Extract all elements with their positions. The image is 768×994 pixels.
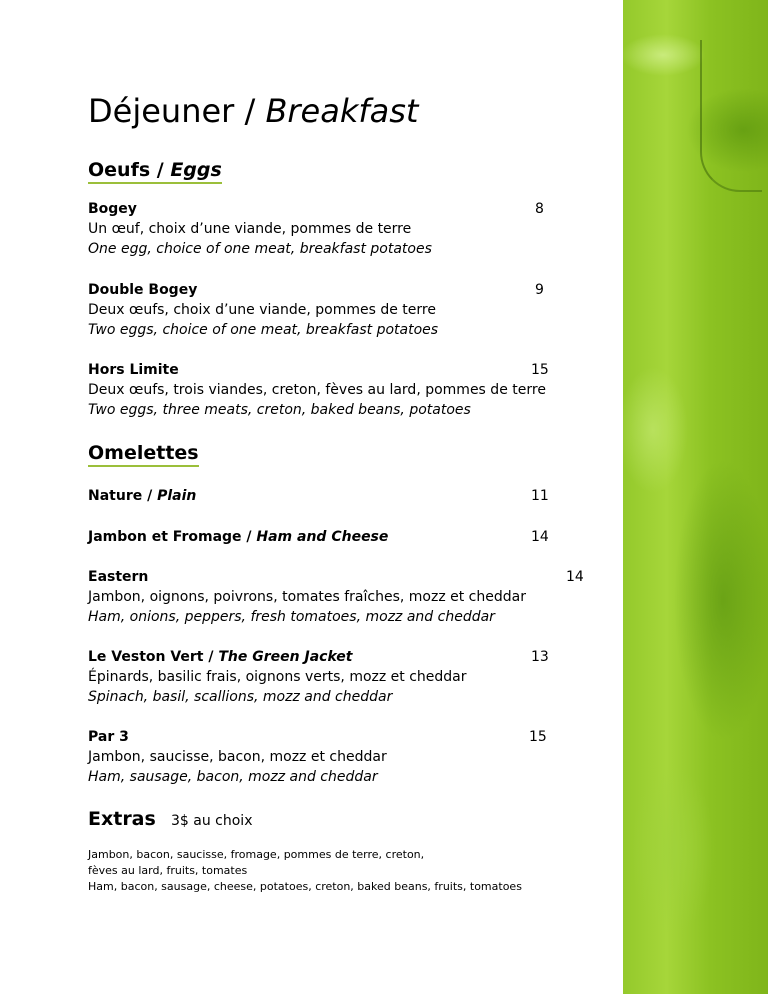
panel-crack-decoration xyxy=(700,40,762,192)
menu-item-ham-cheese xyxy=(88,527,558,547)
item-desc-en: One egg, choice of one meat, breakfast potatoes xyxy=(88,241,432,257)
item-name-fr: Le Veston Vert / xyxy=(88,649,214,665)
item-price: 14 xyxy=(566,569,584,585)
item-name: Par 3 xyxy=(88,729,129,745)
extras-list xyxy=(88,847,522,895)
item-name xyxy=(88,527,558,547)
item-price: 15 xyxy=(529,729,547,745)
item-desc-en: Two eggs, three meats, creton, baked beans, potatoes xyxy=(88,402,471,418)
item-desc-en: Ham, sausage, bacon, mozz and cheddar xyxy=(88,769,378,785)
extras-price: 3$ au choix xyxy=(171,813,253,829)
section-title-eggs xyxy=(88,159,222,184)
item-price: 11 xyxy=(531,488,549,504)
menu-item-plain xyxy=(88,486,558,506)
item-desc-fr: Jambon, saucisse, bacon, mozz et cheddar xyxy=(88,749,387,765)
extras-line-en: Ham, bacon, sausage, cheese, potatoes, creton, baked beans, fruits, tomatoes xyxy=(88,880,522,893)
menu-item-par-3 xyxy=(88,727,558,787)
extras-line-fr-2: fèves au lard, fruits, tomates xyxy=(88,864,248,877)
title-fr: Déjeuner / xyxy=(88,92,256,130)
item-desc-fr: Deux œufs, choix d’une viande, pommes de terre xyxy=(88,302,436,318)
item-name: Bogey xyxy=(88,201,137,217)
item-name-en: Ham and Cheese xyxy=(256,529,389,545)
item-price: 8 xyxy=(535,201,544,217)
section-title-extras: Extras xyxy=(88,808,156,830)
menu-item-double-bogey xyxy=(88,280,558,340)
section-title-eggs-fr: Oeufs / xyxy=(88,159,164,181)
item-price: 13 xyxy=(531,649,549,665)
item-name-en: The Green Jacket xyxy=(218,649,353,665)
item-desc-fr: Deux œufs, trois viandes, creton, fèves au lard, pommes de terre xyxy=(88,382,546,398)
item-name-fr: Jambon et Fromage / xyxy=(88,529,252,545)
item-name xyxy=(88,647,558,667)
extras-line-fr-1: Jambon, bacon, saucisse, fromage, pommes de terre, creton, xyxy=(88,848,425,861)
page-title xyxy=(88,92,418,130)
item-desc-en: Two eggs, choice of one meat, breakfast potatoes xyxy=(88,322,439,338)
title-en: Breakfast xyxy=(265,92,419,130)
item-name-fr: Nature / xyxy=(88,488,153,504)
item-name-en: Plain xyxy=(157,488,197,504)
menu-item-green-jacket xyxy=(88,647,558,707)
item-name: Eastern xyxy=(88,569,149,585)
item-desc-en: Spinach, basil, scallions, mozz and cheddar xyxy=(88,689,393,705)
menu-item-hors-limite xyxy=(88,360,558,420)
item-name xyxy=(88,486,558,506)
item-desc-fr: Épinards, basilic frais, oignons verts, mozz et cheddar xyxy=(88,669,467,685)
item-name: Double Bogey xyxy=(88,282,198,298)
menu-item-bogey xyxy=(88,199,558,259)
item-name: Hors Limite xyxy=(88,362,179,378)
item-price: 14 xyxy=(531,529,549,545)
section-title-omelettes: Omelettes xyxy=(88,442,199,467)
item-desc-fr: Jambon, oignons, poivrons, tomates fraîches, mozz et cheddar xyxy=(88,589,526,605)
item-price: 9 xyxy=(535,282,544,298)
menu-item-eastern xyxy=(88,567,558,627)
item-desc-en: Ham, onions, peppers, fresh tomatoes, mozz and cheddar xyxy=(88,609,495,625)
section-title-eggs-en: Eggs xyxy=(170,159,222,181)
item-price: 15 xyxy=(531,362,549,378)
item-desc-fr: Un œuf, choix d’une viande, pommes de terre xyxy=(88,221,412,237)
